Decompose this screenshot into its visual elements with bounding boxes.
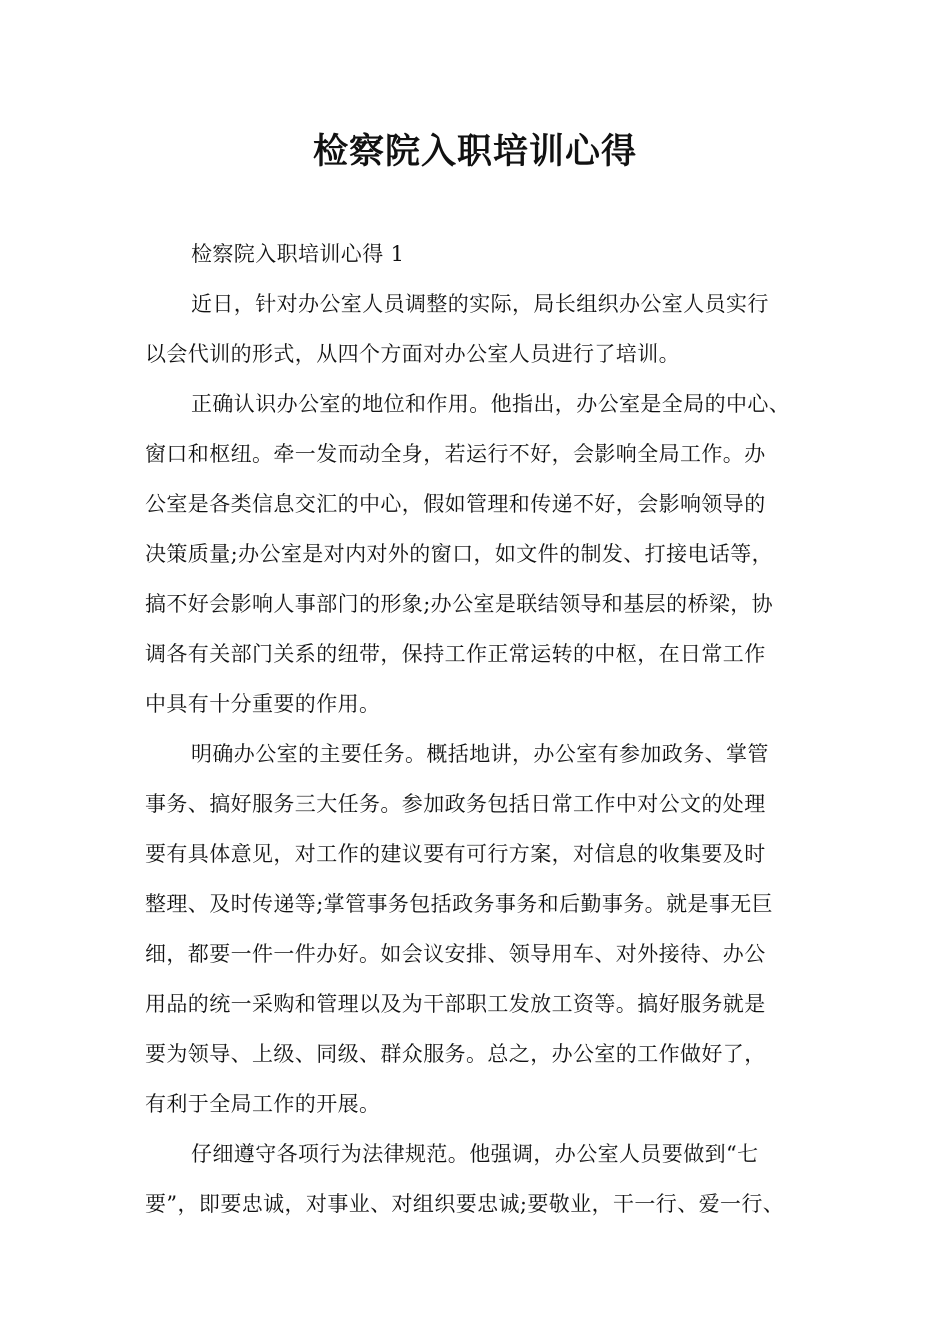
paragraph-line: 近日，针对办公室人员调整的实际，局长组织办公室人员实行 [191, 292, 769, 316]
paragraph-line: 事务、搞好服务三大任务。参加政务包括日常工作中对公文的处理 [145, 792, 766, 816]
paragraph-line: 用品的统一采购和管理以及为干部职工发放工资等。搞好服务就是 [145, 992, 766, 1016]
paragraph [145, 279, 825, 379]
paragraph-line: 仔细遵守各项行为法律规范。他强调，办公室人员要做到“七 [191, 1142, 759, 1166]
paragraph-line: 要为领导、上级、同级、群众服务。总之，办公室的工作做好了， [145, 1042, 766, 1066]
paragraph-line: 调各有关部门关系的纽带，保持工作正常运转的中枢，在日常工作 [145, 642, 766, 666]
document-title: 检察院入职培训心得 [312, 131, 637, 172]
paragraph-line: 公室是各类信息交汇的中心，假如管理和传递不好，会影响领导的 [145, 492, 766, 516]
paragraph-line: 有利于全局工作的开展。 [145, 1092, 381, 1116]
paragraph-line: 细，都要一件一件办好。如会议安排、领导用车、对外接待、办公 [145, 942, 766, 966]
paragraph-line: 明确办公室的主要任务。概括地讲，办公室有参加政务、掌管 [191, 742, 769, 766]
paragraph-line: 中具有十分重要的作用。 [145, 692, 381, 716]
paragraph-line: 正确认识办公室的地位和作用。他指出，办公室是全局的中心、 [191, 392, 791, 416]
paragraph-line: 以会代训的形式，从四个方面对办公室人员进行了培训。 [145, 342, 680, 366]
paragraph-line: 决策质量;办公室是对内对外的窗口，如文件的制发、打接电话等， [145, 542, 774, 566]
paragraph-line: 窗口和枢纽。牵一发而动全身，若运行不好，会影响全局工作。办 [145, 442, 766, 466]
section-heading: 检察院入职培训心得 1 [191, 242, 405, 266]
document-body [145, 229, 825, 1229]
paragraph-line: 搞不好会影响人事部门的形象;办公室是联结领导和基层的桥梁，协 [145, 592, 774, 616]
paragraph [145, 729, 825, 1129]
paragraph [145, 1129, 825, 1229]
paragraph-line: 要”，即要忠诚，对事业、对组织要忠诚;要敬业，干一行、爱一行、 [145, 1192, 785, 1216]
paragraph-line: 整理、及时传递等;掌管事务包括政务事务和后勤事务。就是事无巨 [145, 892, 774, 916]
paragraph [145, 379, 825, 729]
paragraph-line: 要有具体意见，对工作的建议要有可行方案，对信息的收集要及时 [145, 842, 766, 866]
